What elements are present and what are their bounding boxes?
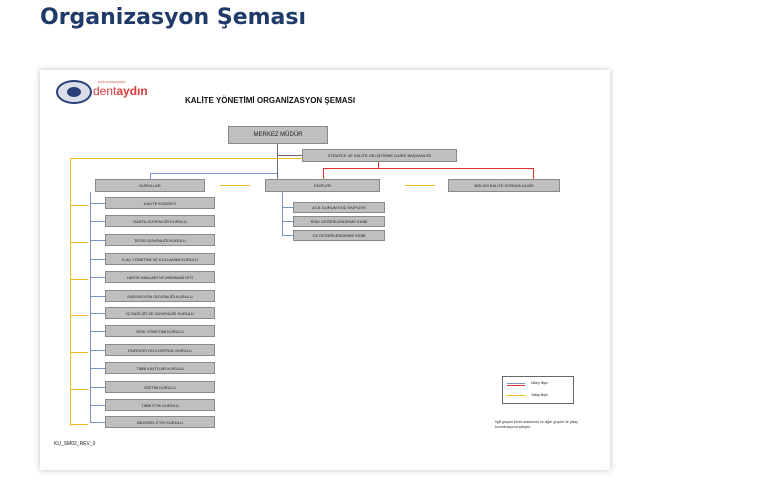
strategy-box: STRATEJİ VE KALİTE GELİŞTİRME DAİRE BAŞKANLIĞI xyxy=(302,149,457,162)
branch-line xyxy=(90,313,105,314)
kurul-item: HASTA GÜVENLİĞİ KURULU xyxy=(105,215,215,227)
kurul-item: EĞİTİM KURULU xyxy=(105,381,215,393)
kurullar-box: KURULLAR xyxy=(95,179,205,192)
kurul-item: KALİTE KONSEYİ xyxy=(105,197,215,209)
dentaydin-logo: dentaydın xyxy=(93,84,148,98)
horizontal-relation-arrow xyxy=(70,242,88,243)
legend-vertical-label: Dikey İlişki xyxy=(531,381,548,385)
kurul-item: RADYASYON GÜVENLİĞİ KURULU xyxy=(105,290,215,302)
horizontal-relation-arrow xyxy=(70,315,88,316)
legend-horizontal-line xyxy=(507,395,525,396)
kurul-item: RİSK YÖNETİMİ KURULU xyxy=(105,325,215,337)
ekip-item: RİSK DEĞERLENDİRME EKİBİ xyxy=(293,216,385,227)
branch-line xyxy=(90,368,105,369)
branch-line xyxy=(90,350,105,351)
vertical-relation-line xyxy=(150,173,277,174)
branch-line xyxy=(282,235,293,236)
branch-line xyxy=(90,259,105,260)
org-chart-sheet xyxy=(40,70,610,470)
branch-line xyxy=(90,203,105,204)
legend xyxy=(502,376,574,404)
merkez-mudur-box: MERKEZ MÜDÜR xyxy=(228,126,328,144)
branch-line xyxy=(90,296,105,297)
horizontal-relation-arrow xyxy=(70,352,88,353)
branch-line xyxy=(90,221,105,222)
ekip-item: ÖZ DEĞERLENDİRME EKİBİ xyxy=(293,230,385,241)
ekipler-trunk-line xyxy=(282,192,283,236)
legend-vertical-line xyxy=(507,383,525,384)
kurul-item: TIBBİ ETİK KURULU xyxy=(105,399,215,411)
horizontal-relation-arrow xyxy=(70,279,88,280)
ekipler-box: EKİPLER xyxy=(265,179,380,192)
horizontal-relation-line xyxy=(70,158,302,159)
branch-line xyxy=(90,240,105,241)
connector-line xyxy=(277,155,302,156)
document-code: KU_SM02_REV_0 xyxy=(54,441,96,447)
branch-line xyxy=(90,277,105,278)
bolum-kalite-box: BÖLÜM KALİTE SORUMLULARI xyxy=(448,179,560,192)
vertical-relation-line xyxy=(323,168,533,169)
kurul-item: ENFEKSİYON KONTROL KURULU xyxy=(105,344,215,356)
vertical-relation-line xyxy=(533,168,534,179)
branch-line xyxy=(90,405,105,406)
kurul-item: İŞ SAĞLIĞI VE GÜVENLİĞİ KURULU xyxy=(105,307,215,319)
kurul-item: HASTA HAKLARI VE MEMNUNİYETİ xyxy=(105,271,215,283)
horizontal-relation-line xyxy=(70,158,71,426)
branch-line xyxy=(90,422,105,423)
branch-line xyxy=(282,221,293,222)
legend-horizontal-label: Yatay İlişki xyxy=(531,393,548,397)
ekip-item: ACİL DURUM KOD EKİPLERİ xyxy=(293,202,385,213)
kurul-item: TIBBİ KAYITLAR KURULU xyxy=(105,362,215,374)
kurul-item: BİLİMSEL ETİK KURULU xyxy=(105,416,215,428)
chart-title: KALİTE YÖNETİMİ ORGANİZASYON ŞEMASI xyxy=(185,96,356,105)
branch-line xyxy=(90,331,105,332)
branch-line xyxy=(90,387,105,388)
vertical-relation-line xyxy=(323,168,324,179)
horizontal-relation-arrow xyxy=(70,205,88,206)
kurul-item: TESİS GÜVENLİĞİ KURULU xyxy=(105,234,215,246)
coordination-note: İlgili gruplar kendi aralarında ve diğer gruplar ile yatay koordinasyona sahiptir. xyxy=(495,420,579,429)
legend-vertical-line xyxy=(507,385,525,386)
kurul-item: İLAÇ YÖNETİMİ VE KULLANIMI KURULU xyxy=(105,253,215,265)
horizontal-relation-arrow xyxy=(220,185,250,186)
horizontal-relation-arrow xyxy=(70,424,88,425)
branch-line xyxy=(282,207,293,208)
horizontal-relation-arrow xyxy=(405,185,435,186)
institution-logo-icon xyxy=(56,80,92,104)
horizontal-relation-arrow xyxy=(70,389,88,390)
logo-subtitle: SAĞLIK BAKANLIĞI xyxy=(98,80,126,84)
page-title: Organizasyon Şeması xyxy=(40,5,307,30)
